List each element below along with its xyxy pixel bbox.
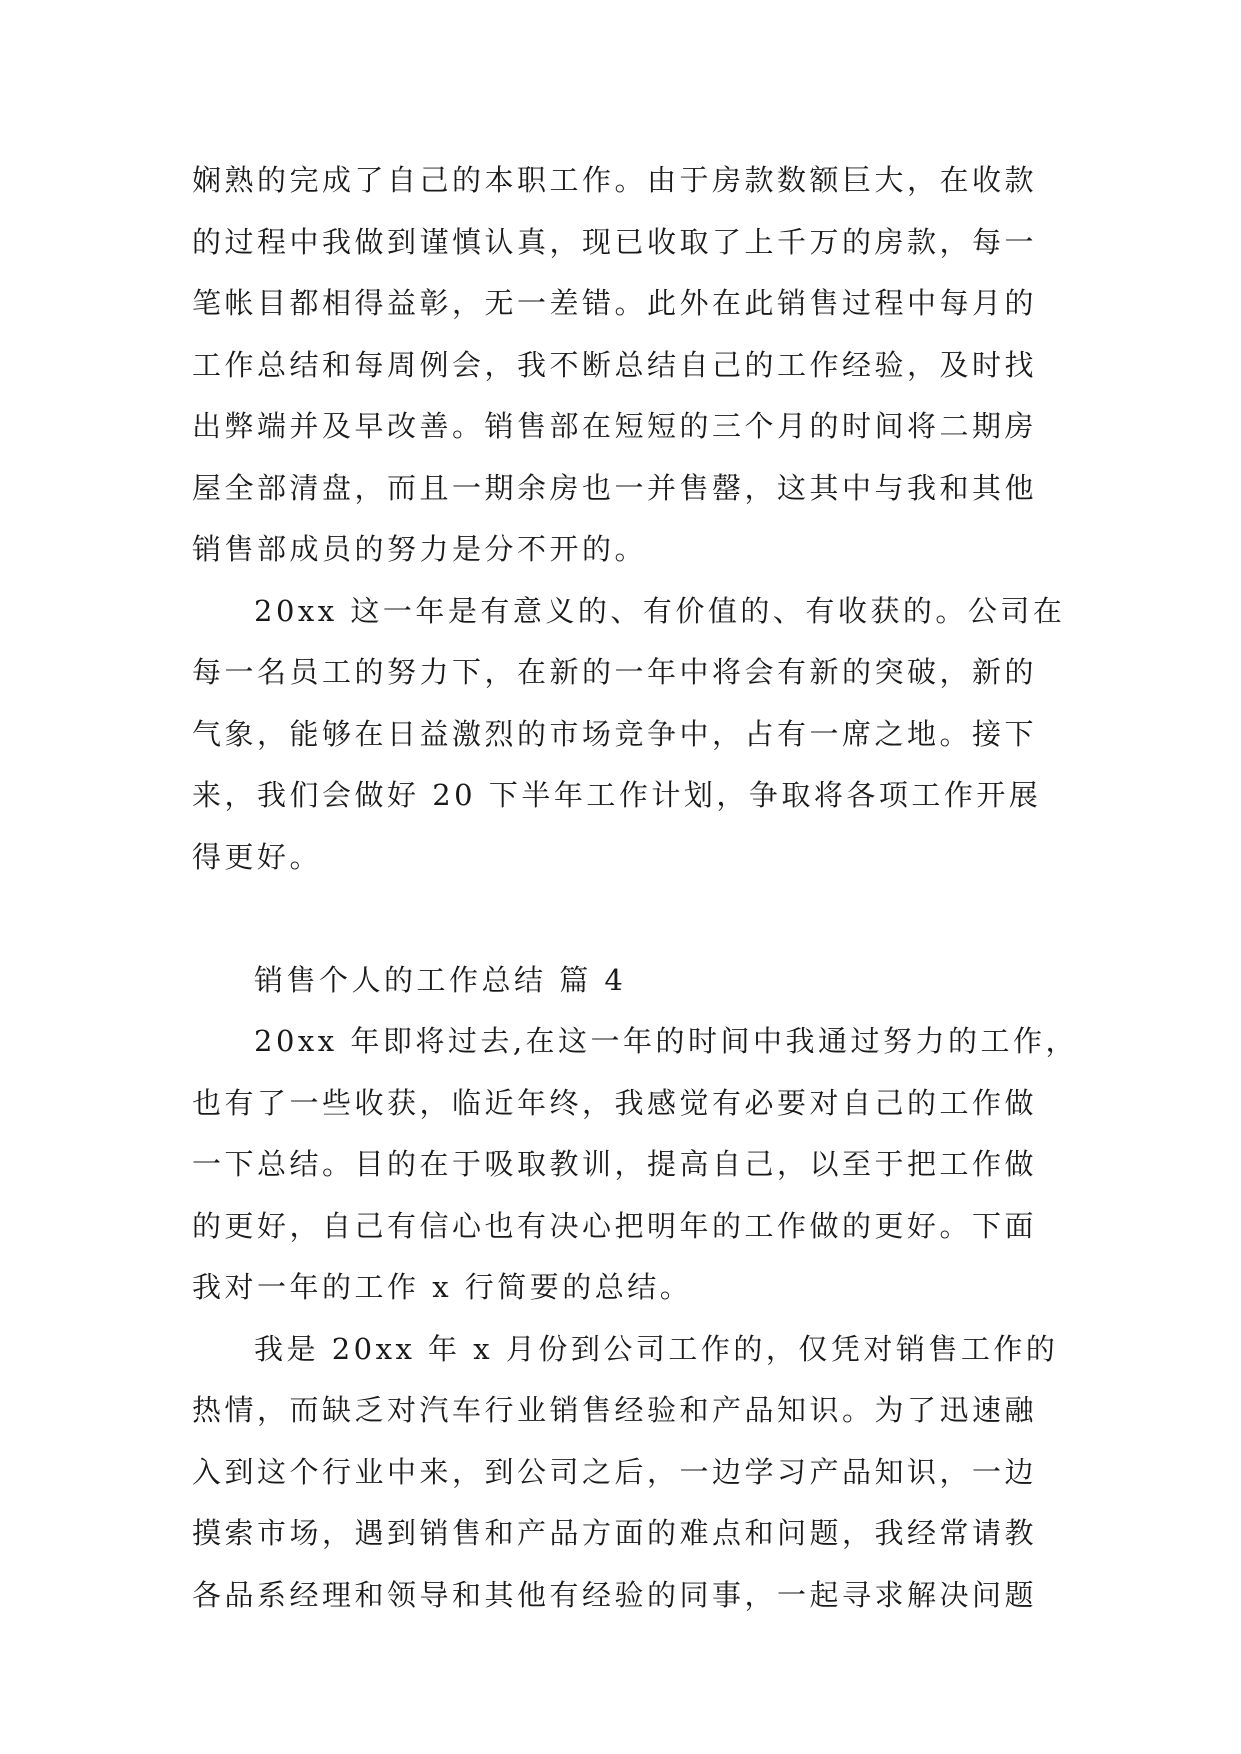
text-line: 的更好，自己有信心也有决心把明年的工作做的更好。下面 (192, 1208, 1038, 1243)
text-line: 入到这个行业中来，到公司之后，一边学习产品知识，一边 (192, 1454, 1038, 1489)
text-line: 20xx 这一年是有意义的、有价值的、有收获的。公司在 (254, 593, 1066, 628)
paragraph-2 (192, 581, 1066, 889)
text-line: 销售部成员的努力是分不开的。 (192, 532, 648, 566)
text-line: 每一名员工的努力下，在新的一年中将会有新的突破，新的 (192, 655, 1038, 689)
section-heading: 销售个人的工作总结 篇 4 (254, 962, 627, 997)
text-line: 娴熟的完成了自己的本职工作。由于房款数额巨大，在收款 (192, 163, 1038, 197)
text-line: 一下总结。目的在于吸取教训，提高自己，以至于把工作做 (192, 1147, 1038, 1181)
text-line: 气象，能够在日益激烈的市场竞争中，占有一席之地。接下 (192, 716, 1038, 751)
text-line: 摸索市场，遇到销售和产品方面的难点和问题，我经常请教 (192, 1516, 1038, 1550)
text-line: 我是 20xx 年 x 月份到公司工作的，仅凭对销售工作的 (254, 1331, 1059, 1366)
text-line: 来，我们会做好 20 下半年工作计划，争取将各项工作开展 (192, 778, 1042, 812)
paragraph-3 (192, 1011, 1079, 1319)
text-line: 得更好。 (192, 839, 323, 874)
text-line: 屋全部清盘，而且一期余房也一并售罄，这其中与我和其他 (192, 470, 1038, 505)
blank-line (192, 888, 1056, 950)
text-line: 工作总结和每周例会，我不断总结自己的工作经验，及时找 (192, 347, 1038, 382)
text-line: 20xx 年即将过去,在这一年的时间中我通过努力的工作， (254, 1024, 1079, 1058)
text-line: 热情，而缺乏对汽车行业销售经验和产品知识。为了迅速融 (192, 1393, 1038, 1427)
text-line: 笔帐目都相得益彰，无一差错。此外在此销售过程中每月的 (192, 286, 1038, 320)
paragraph-4 (192, 1319, 1059, 1627)
text-line: 也有了一些收获，临近年终，我感觉有必要对自己的工作做 (192, 1085, 1038, 1120)
text-line: 各品系经理和领导和其他有经验的同事，一起寻求解决问题 (192, 1577, 1038, 1612)
text-line: 出弊端并及早改善。销售部在短短的三个月的时间将二期房 (192, 409, 1038, 443)
document-body (192, 150, 1079, 1626)
text-line: 的过程中我做到谨慎认真，现已收取了上千万的房款，每一 (192, 224, 1038, 259)
paragraph-1 (192, 150, 1056, 581)
text-line: 我对一年的工作 x 行简要的总结。 (192, 1270, 693, 1304)
